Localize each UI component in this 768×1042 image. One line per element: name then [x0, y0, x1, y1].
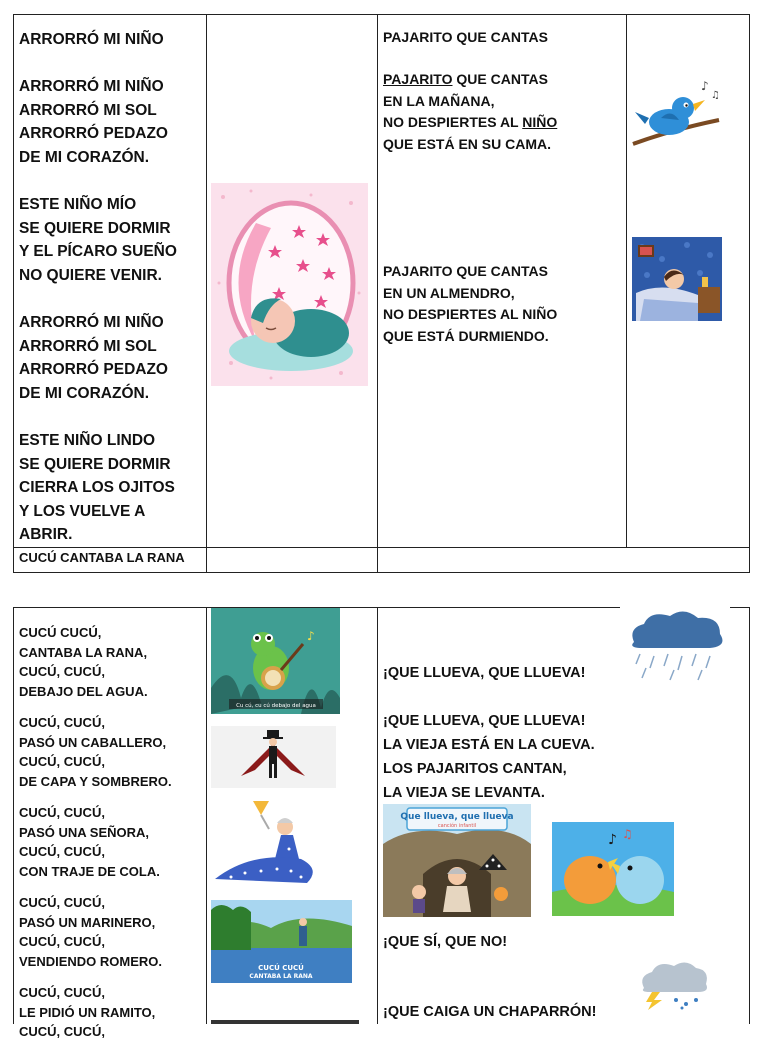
bird-song-line-2: EN LA MAÑANA,: [383, 92, 495, 109]
rain-song-line: LA VIEJA ESTÁ EN LA CUEVA.: [383, 737, 595, 753]
bird-song-line-1: [383, 70, 548, 90]
frog-song-line: PASÓ UNA SEÑORA,: [19, 824, 150, 840]
lullaby-line: ARRORRÓ MI SOL: [19, 337, 157, 355]
rain-cover-subtitle: canción infantil: [437, 823, 477, 829]
singing-bird-image: [631, 78, 721, 150]
svg-text:♫: ♫: [622, 827, 633, 841]
lullaby-line: Y EL PÍCARO SUEÑO: [19, 243, 177, 261]
gentleman-cape-image: [211, 726, 336, 788]
rain-song-cover-image: [383, 804, 531, 917]
frog-banjo-image: [211, 608, 340, 714]
frog-song-line: CANTABA LA RANA,: [19, 644, 148, 660]
frog-song-line: DEBAJO DEL AGUA.: [19, 683, 148, 699]
lullaby-line: CIERRA LOS OJITOS: [19, 479, 175, 497]
storm-cloud-image: [636, 958, 712, 1010]
flamenco-lady-image: [211, 799, 341, 887]
bird-song-stanza2-line: PAJARITO QUE CANTAS: [383, 263, 548, 279]
singing-birds-image: [552, 822, 674, 916]
lullaby-line: ESTE NIÑO LINDO: [19, 432, 156, 449]
rain-song-yes-no: ¡QUE SÍ, QUE NO!: [383, 934, 508, 950]
lullaby-title: ARRORRÓ MI NIÑO: [19, 31, 164, 48]
rain-cover-title: Que llueva, que llueva: [400, 812, 514, 822]
lullaby-line: Y LOS VUELVE A: [19, 502, 146, 520]
lullaby-line: ARRORRÓ PEDAZO: [19, 361, 168, 379]
frog-song-line: PASÓ UN CABALLERO,: [19, 734, 167, 750]
svg-text:♫: ♫: [711, 90, 720, 101]
frog-song-line: CUCÚ, CUCÚ,: [19, 805, 105, 820]
lullaby-line: DE MI CORAZÓN.: [19, 148, 150, 166]
lullaby-line: ARRORRÓ PEDAZO: [19, 125, 168, 143]
table1-col-divider-3: [626, 14, 627, 548]
frog-song-line: CUCÚ, CUCÚ,: [19, 844, 105, 859]
text-span: NO DESPIERTES AL: [383, 114, 523, 130]
frog-song-line: PASÓ UN MARINERO,: [19, 914, 156, 930]
svg-text:♪: ♪: [608, 832, 617, 848]
rain-song-line: ¡QUE LLUEVA, QUE LLUEVA!: [383, 713, 586, 729]
table2-col-divider-1: [206, 607, 207, 1024]
table1-col-divider-1: [206, 14, 207, 573]
lullaby-line: SE QUIERE DORMIR: [19, 455, 171, 473]
lullaby-line: ARRORRÓ MI NIÑO: [19, 314, 164, 331]
svg-text:♪: ♪: [701, 79, 709, 93]
rain-cloud-image: [620, 606, 730, 682]
lullaby-line: ABRIR.: [19, 526, 73, 544]
frog-song-line: CUCÚ, CUCÚ,: [19, 985, 105, 1000]
sleeping-baby-moon-image: [211, 183, 368, 386]
frog-song-line: CUCÚ, CUCÚ,: [19, 754, 105, 769]
table1-border-top: [13, 14, 750, 15]
text-span: QUE CANTAS: [452, 71, 548, 87]
table2-border-left: [13, 607, 14, 1024]
lullaby-line: ESTE NIÑO MÍO: [19, 196, 137, 213]
rain-song-shower: ¡QUE CAIGA UN CHAPARRÓN!: [383, 1004, 597, 1020]
bird-song-title: PAJARITO QUE CANTAS: [383, 29, 548, 45]
table1-col-divider-2: [377, 14, 378, 573]
frog-song-line: VENDIENDO ROMERO.: [19, 953, 163, 969]
lullaby-line: NO QUIERE VENIR.: [19, 266, 162, 284]
lullaby-line: SE QUIERE DORMIR: [19, 219, 171, 237]
river-subtitle: CANTABA LA RANA: [249, 973, 313, 980]
frog-song-line: CUCÚ, CUCÚ,: [19, 715, 105, 730]
frog-song-line: CUCÚ CUCÚ,: [19, 625, 102, 640]
underlined-word: NIÑO: [522, 114, 558, 130]
table1-footer-title: CUCÚ CANTABA LA RANA: [19, 550, 185, 565]
rain-song-line: LOS PAJARITOS CANTAN,: [383, 761, 567, 777]
table2-border-right: [749, 607, 750, 1024]
bird-song-stanza2-line: NO DESPIERTES AL NIÑO: [383, 306, 558, 322]
frog-caption: Cu cú, cu cú debajo del agua: [236, 703, 316, 709]
bird-song-line-4: QUE ESTÁ EN SU CAMA.: [383, 135, 552, 152]
frog-song-line: CON TRAJE DE COLA.: [19, 863, 160, 879]
sleeping-child-bed-image: [632, 237, 722, 321]
table1-row-divider: [13, 547, 750, 548]
table2-col-divider-2: [377, 607, 378, 1024]
svg-text:♪: ♪: [307, 629, 315, 643]
lullaby-line: DE MI CORAZÓN.: [19, 384, 150, 402]
frog-song-line: CUCÚ, CUCÚ,: [19, 664, 105, 679]
river-sailor-image: [211, 900, 352, 983]
river-title: CUCÚ CUCÚ: [258, 964, 304, 972]
frog-song-line: CUCÚ, CUCÚ,: [19, 1024, 105, 1039]
table1-border-bottom: [13, 572, 750, 573]
frog-song-line: CUCÚ, CUCÚ,: [19, 895, 105, 910]
bird-song-stanza2-line: QUE ESTÁ DURMIENDO.: [383, 327, 549, 344]
frog-song-line: DE CAPA Y SOMBRERO.: [19, 773, 172, 789]
frog-song-line: CUCÚ, CUCÚ,: [19, 934, 105, 949]
underlined-word: PAJARITO: [383, 71, 453, 87]
rain-song-title: ¡QUE LLUEVA, QUE LLUEVA!: [383, 665, 586, 681]
rain-song-line: LA VIEJA SE LEVANTA.: [383, 785, 545, 801]
frog-song-line: LE PIDIÓ UN RAMITO,: [19, 1004, 156, 1020]
bird-song-line-3: [383, 113, 557, 133]
lullaby-line: ARRORRÓ MI NIÑO: [19, 78, 164, 95]
table1-border-left: [13, 14, 14, 573]
table1-border-right: [749, 14, 750, 573]
bottom-image-edge: [211, 1020, 359, 1024]
bird-song-stanza2-line: EN UN ALMENDRO,: [383, 284, 515, 301]
lullaby-line: ARRORRÓ MI SOL: [19, 101, 157, 119]
